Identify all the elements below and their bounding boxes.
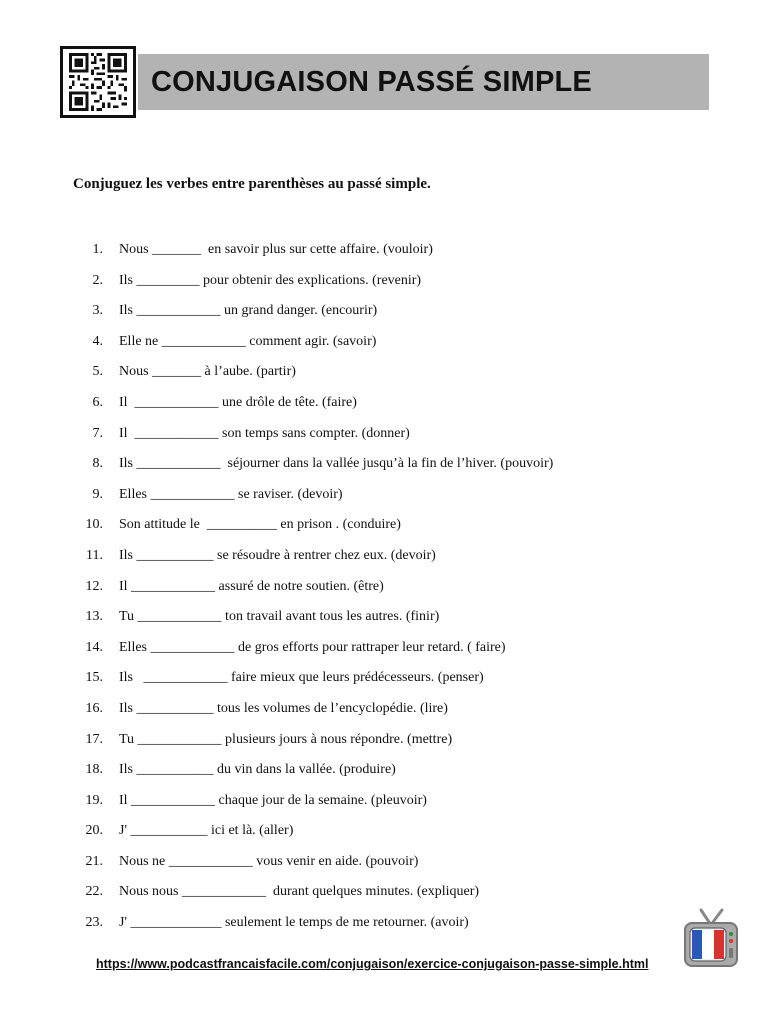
exercise-item [0,393,768,424]
exercise-sentence: Nous _______ en savoir plus sur cette affaire. (vouloir) [119,242,433,257]
exercise-number: 19. [85,792,103,808]
exercise-item [0,821,768,852]
exercise-item [0,362,768,393]
instruction-text: Conjuguez les verbes entre parenthèses au passé simple. [73,176,431,192]
exercise-item [0,730,768,761]
exercise-sentence: Tu ____________ plusieurs jours à nous répondre. (mettre) [119,731,453,747]
exercise-sentence: Elles ____________ se raviser. (devoir) [119,486,343,502]
exercise-number: 7. [92,425,103,441]
exercise-sentence: Il ____________ assuré de notre soutien. (être) [119,578,384,594]
exercise-number: 1. [92,242,103,257]
source-url-link[interactable]: https://www.podcastfrancaisfacile.com/conjugaison/exercice-conjugaison-passe-simple.html [96,957,649,971]
exercise-sentence: Il ____________ son temps sans compter. (donner) [119,425,410,441]
exercise-sentence: Ils ____________ un grand danger. (encourir) [119,303,378,319]
exercise-sentence: Nous nous ____________ durant quelques minutes. (expliquer) [119,884,480,900]
qr-code-icon [60,46,136,118]
exercise-item [0,485,768,516]
exercise-item [0,760,768,791]
exercise-item [0,515,768,546]
exercise-item [0,791,768,822]
exercise-number: 16. [85,700,103,716]
exercise-number: 11. [86,547,103,563]
exercise-number: 15. [85,670,103,686]
exercise-item [0,882,768,913]
exercise-item [0,546,768,577]
exercise-list [0,240,768,944]
exercise-sentence: Nous ne ____________ vous venir en aide. (pouvoir) [119,853,419,869]
exercise-item [0,638,768,669]
exercise-sentence: Ils ___________ tous les volumes de l’encyclopédie. (lire) [119,700,448,716]
exercise-number: 20. [85,823,103,839]
exercise-number: 6. [92,394,103,410]
exercise-number: 4. [92,333,103,349]
exercise-item [0,240,768,271]
exercise-sentence: Il ____________ chaque jour de la semaine. (pleuvoir) [119,792,427,808]
exercise-item [0,577,768,608]
title-banner [138,54,709,110]
exercise-item [0,454,768,485]
exercise-item [0,668,768,699]
exercise-sentence: Son attitude le __________ en prison . (conduire) [119,517,401,533]
page-title: CONJUGAISON PASSÉ SIMPLE [151,65,592,98]
exercise-number: 17. [85,731,103,747]
exercise-sentence: Elle ne ____________ comment agir. (savoir) [119,333,377,349]
exercise-number: 5. [92,364,103,380]
exercise-item [0,301,768,332]
exercise-sentence: J' _____________ seulement le temps de me retourner. (avoir) [119,915,469,931]
exercise-number: 8. [92,456,103,472]
exercise-number: 13. [85,609,103,625]
exercise-item [0,913,768,944]
exercise-number: 9. [92,486,103,502]
exercise-sentence: J' ___________ ici et là. (aller) [119,823,294,839]
exercise-sentence: Ils ____________ faire mieux que leurs prédécesseurs. (penser) [119,670,484,686]
exercise-item [0,424,768,455]
exercise-sentence: Elles ____________ de gros efforts pour rattraper leur retard. ( faire) [119,639,506,655]
exercise-number: 22. [85,884,103,900]
exercise-sentence: Il ____________ une drôle de tête. (faire) [119,394,357,410]
exercise-item [0,699,768,730]
exercise-sentence: Ils ___________ se résoudre à rentrer chez eux. (devoir) [119,547,436,563]
exercise-number: 3. [92,303,103,319]
exercise-number: 10. [85,517,103,533]
exercise-item [0,607,768,638]
exercise-number: 23. [85,915,103,931]
tv-logo-icon [682,906,740,970]
exercise-item [0,852,768,883]
exercise-sentence: Ils ___________ du vin dans la vallée. (produire) [119,762,396,778]
exercise-sentence: Ils _________ pour obtenir des explications. (revenir) [119,272,422,288]
exercise-number: 2. [92,272,103,288]
exercise-item [0,332,768,363]
exercise-sentence: Ils ____________ séjourner dans la vallée jusqu’à la fin de l’hiver. (pouvoir) [119,456,554,472]
exercise-number: 14. [85,639,103,655]
exercise-number: 12. [85,578,103,594]
exercise-number: 21. [85,853,103,869]
exercise-sentence: Tu ____________ ton travail avant tous les autres. (finir) [119,609,440,625]
exercise-number: 18. [85,762,103,778]
exercise-item [0,271,768,302]
exercise-sentence: Nous _______ à l’aube. (partir) [119,364,296,380]
